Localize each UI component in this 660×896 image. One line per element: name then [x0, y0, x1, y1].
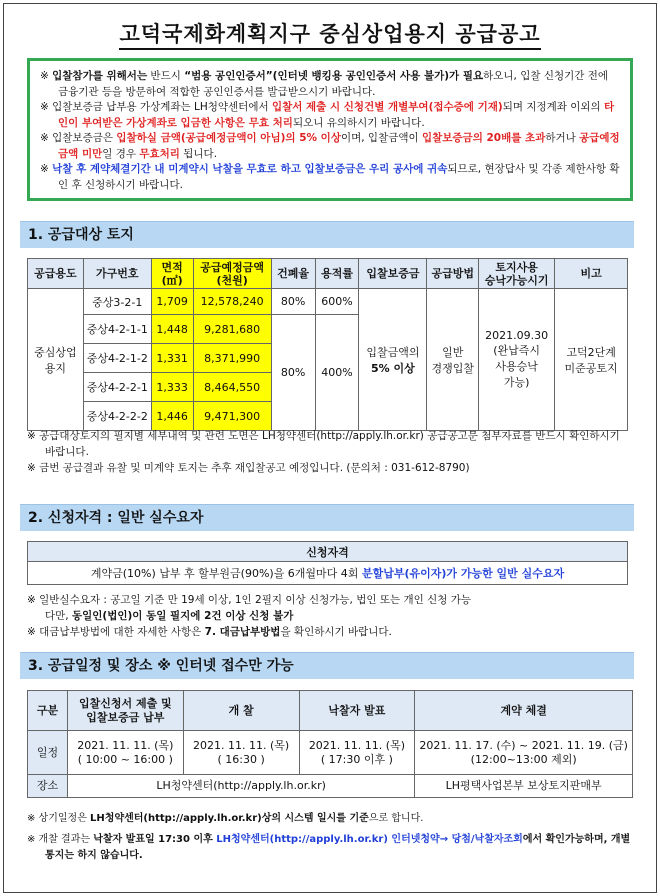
section1-notes: [27, 428, 633, 476]
supply-land-table: [27, 258, 628, 431]
lot-cell: 중상4-2-1-1: [83, 315, 151, 344]
table-header-row: [28, 259, 628, 289]
notice-box: [27, 58, 633, 201]
lot-cell: 중상4-2-2-1: [83, 373, 151, 402]
notice-item: ※ 입찰참가를 위해서는 반드시 “범용 공인인증서”(인터넷 뱅킹용 공인인증서 사용 불가)가 필요하오니, 입찰 신청기간 전에 금융기관 등을 방문하여 적합한 공인인증서를 발급받으시기 바랍니다.: [40, 70, 609, 98]
page-title: 고덕국제화계획지구 중심상업용지 공급공고: [0, 18, 660, 48]
area-cell: 1,446: [151, 402, 193, 431]
coverage-cell: 80%: [271, 315, 315, 431]
section2-notes: [27, 592, 633, 640]
opening-cell: 2021. 11. 11. (목) ( 16:30 ): [183, 731, 299, 775]
section-heading-schedule: 3. 공급일정 및 장소 ※ 인터넷 접수만 가능: [20, 652, 634, 679]
section3-notes: [27, 810, 633, 864]
area-cell: 1,333: [151, 373, 193, 402]
note-text: ※ 대금납부방법에 대한 자세한 사항은 7. 대금납부방법을 확인하시기 바랍니다.: [27, 626, 392, 638]
area-cell: 1,448: [151, 315, 193, 344]
table-header-row: [28, 691, 633, 731]
col-opening: 개 찰: [183, 691, 299, 731]
table-row: [28, 289, 628, 315]
method-cell: 일반 경쟁입찰: [427, 289, 479, 431]
winner-cell: 2021. 11. 11. (목) ( 17:30 이후 ): [299, 731, 415, 775]
notice-item: ※ 낙찰 후 계약체결기간 내 미계약시 낙찰을 무효로 하고 입찰보증금은 우리 공사에 귀속되므로, 현장답사 및 각종 제한사항 확인 후 신청하시기 바랍니다.: [40, 163, 620, 191]
note-text: ※ 공급대상토지의 필지별 세부내역 및 관련 도면은 LH청약센터(http://apply.lh.or.kr) 공급공고문 첨부자료를 반드시 확인하시기 바랍니다.: [27, 430, 620, 458]
col-submit: 입찰신청서 제출 및 입찰보증금 납부: [67, 691, 183, 731]
eligibility-header: 신청자격: [28, 542, 628, 562]
lot-cell: 중상4-2-2-2: [83, 402, 151, 431]
eligibility-table: [27, 541, 628, 585]
note-text: ※ 금번 공급결과 유찰 및 미계약 토지는 추후 재입찰공고 예정입니다. (문의처 : 031-612-8790): [27, 462, 470, 474]
table-row: [28, 731, 633, 775]
table-header-row: [28, 542, 628, 562]
price-cell: 9,281,680: [193, 315, 271, 344]
eligibility-cell: 계약금(10%) 납부 후 할부원금(90%)을 6개월마다 4회 분할납부(유이자)가 가능한 일반 실수요자: [28, 562, 628, 585]
col-price: 공급예정금액 (천원): [193, 259, 271, 289]
col-usage: 공급용도: [28, 259, 84, 289]
price-cell: 9,471,300: [193, 402, 271, 431]
table-row: [28, 775, 633, 798]
section-heading-supply-land: 1. 공급대상 토지: [20, 221, 634, 248]
note-text: ※ 상기일정은 LH청약센터(http://apply.lh.or.kr)상의 시스템 일시를 기준으로 합니다.: [27, 813, 424, 824]
col-winner: 낙찰자 발표: [299, 691, 415, 731]
price-cell: 8,464,550: [193, 373, 271, 402]
schedule-table: [27, 690, 633, 798]
note-text: 다만, 동일인(법인)이 동일 필지에 2건 이상 신청 불가: [45, 610, 294, 622]
place-cell: LH청약센터(http://apply.lh.or.kr): [67, 775, 414, 798]
coverage-cell: 80%: [271, 289, 315, 315]
notice-item: ※ 입찰보증금 납부용 가상계좌는 LH청약센터에서 입찰서 제출 시 신청건별 개별부여(접수증에 기재)되며 지정계좌 이외의 타인이 부여받은 가상계좌로 입금한 사항은 무효 처리되오니 유의하시기 바랍니다.: [40, 101, 615, 129]
far-cell: 400%: [315, 315, 359, 431]
lot-cell: 중상3-2-1: [83, 289, 151, 315]
lot-cell: 중상4-2-1-2: [83, 344, 151, 373]
col-far: 용적률: [315, 259, 359, 289]
price-cell: 12,578,240: [193, 289, 271, 315]
place-cell: LH평택사업본부 보상토지판매부: [415, 775, 633, 798]
row-label: 일정: [28, 731, 68, 775]
contract-cell: 2021. 11. 17. (수) ~ 2021. 11. 19. (금) (12:00~13:00 제외): [415, 731, 633, 775]
area-cell: 1,331: [151, 344, 193, 373]
remark-cell: 고덕2단계 미준공토지: [555, 289, 628, 431]
deposit-cell: 입찰금액의 5% 이상: [359, 289, 427, 431]
notice-item: ※ 입찰보증금은 입찰하실 금액(공급예정금액이 아님)의 5% 이상이며, 입찰금액이 입찰보증금의 20배를 초과하거나 공급예정금액 미만일 경우 무효처리 됩니다.: [40, 132, 620, 160]
note-text: ※ 개찰 결과는 낙찰자 발표일 17:30 이후 LH청약센터(http://apply.lh.or.kr) 인터넷청약→ 당첨/낙찰자조회에서 확인가능하며, 개별통지는 하지 않습니다.: [27, 834, 631, 861]
usage-cell: 중심상업 용지: [28, 289, 84, 431]
col-area: 면적(㎡): [151, 259, 193, 289]
col-contract: 계약 체결: [415, 691, 633, 731]
col-deposit: 입찰보증금: [359, 259, 427, 289]
note-text: ※ 일반실수요자 : 공고일 기준 만 19세 이상, 1인 2필지 이상 신청가능, 법인 또는 개인 신청 가능: [27, 594, 471, 606]
col-division: 구분: [28, 691, 68, 731]
col-method: 공급방법: [427, 259, 479, 289]
price-cell: 8,371,990: [193, 344, 271, 373]
table-row: [28, 562, 628, 585]
use-date-cell: 2021.09.30 (완납즉시 사용승낙 가능): [479, 289, 555, 431]
col-use-date: 토지사용 승낙가능시기: [479, 259, 555, 289]
far-cell: 600%: [315, 289, 359, 315]
col-remark: 비고: [555, 259, 628, 289]
col-coverage: 건폐율: [271, 259, 315, 289]
submit-cell: 2021. 11. 11. (목) ( 10:00 ~ 16:00 ): [67, 731, 183, 775]
section-heading-eligibility: 2. 신청자격 : 일반 실수요자: [20, 504, 634, 531]
row-label: 장소: [28, 775, 68, 798]
area-cell: 1,709: [151, 289, 193, 315]
col-lot: 가구번호: [83, 259, 151, 289]
